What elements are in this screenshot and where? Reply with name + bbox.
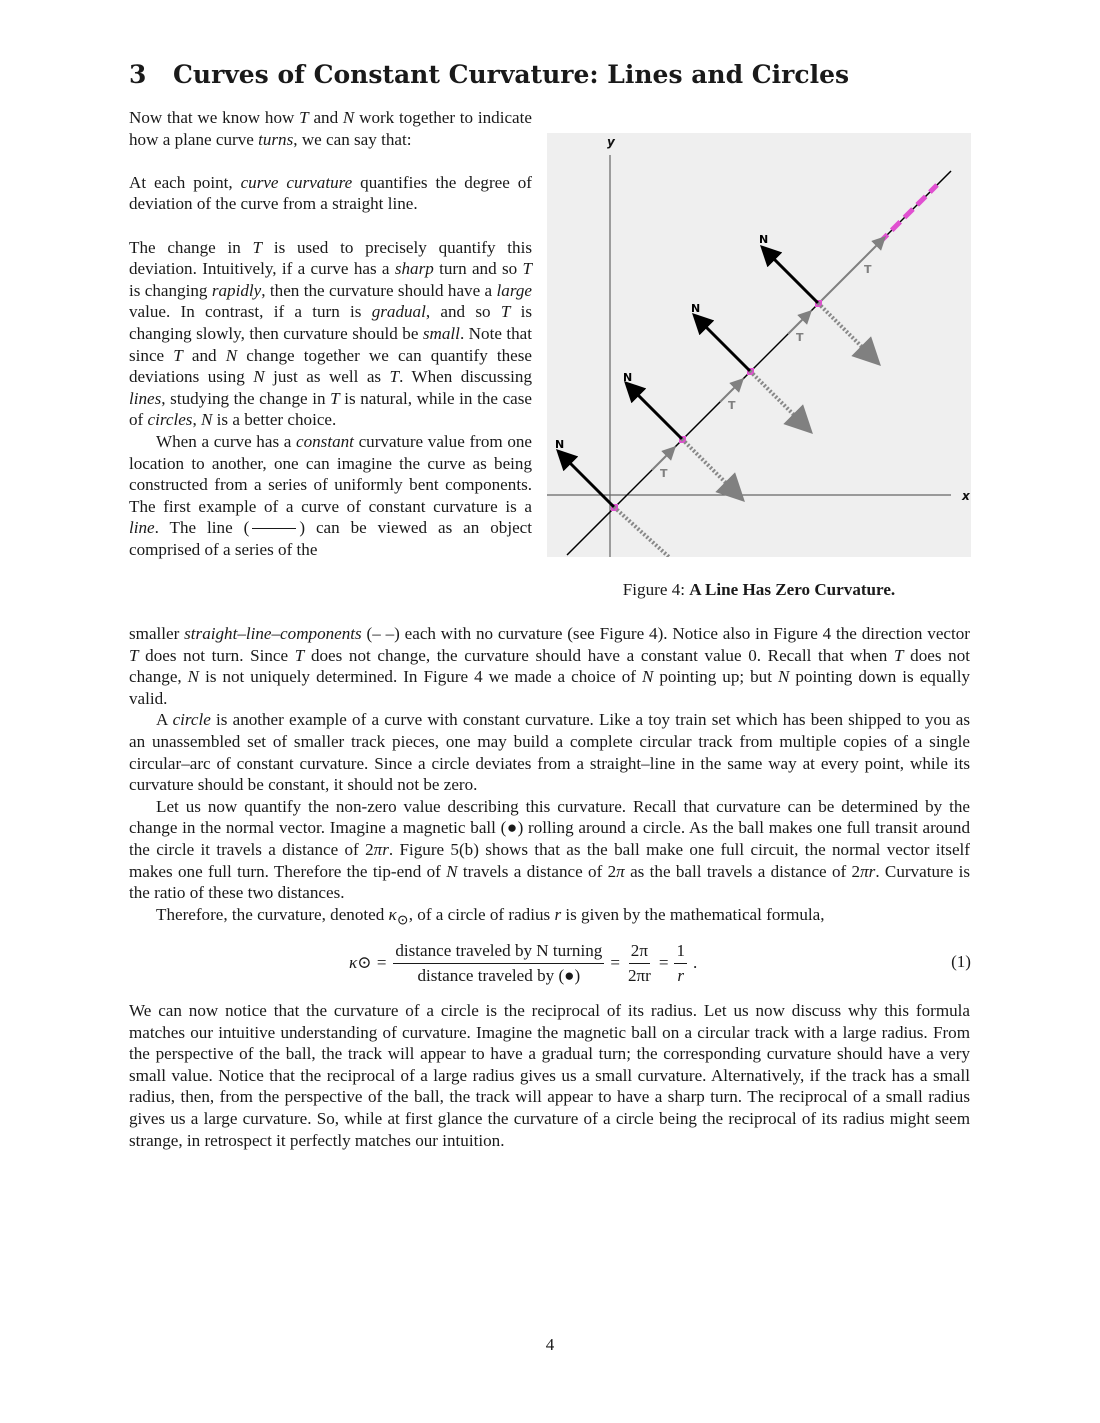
- circle-paragraph: A circle is another example of a curve with constant curvature. Like a toy train set which has been shipped to you as an unassembled set of smaller track pieces, one may build a complete circular track from multiple copies of a single circular–arc of constant curvature. Since a circle deviates from a straight–line in the same way at every point, while its curvature should be constant, it should not be zero.: [129, 710, 970, 795]
- label-t-1: T: [660, 467, 668, 480]
- line-symbol: [252, 528, 296, 529]
- label-n-4: N: [759, 233, 769, 246]
- label-n-2: N: [623, 371, 633, 384]
- equation-number: (1): [951, 952, 971, 971]
- equation-fraction-2: [626, 941, 653, 986]
- label-t-4: T: [864, 263, 872, 276]
- reciprocal-text: We can now notice that the curvature of a circle is the reciprocal of its radius. Let us now discuss why this formula matches our intuitive understanding of curvature. Imagine the magnetic ball on a circular track with a large radius. From the perspective of the ball, the track will appear to have a gradual turn; the corresponding curvature should have a very small value. Notice that the reciprocal of a large radius gives us a small curvature. Alternatively, if the track has a small radius, then, from the perspective of the ball, the track will appear to have a sharp turn. The reciprocal of a small radius gives us a large curvature. So, while at first glance the curvature of a circle being the reciprocal of its radius might seem strange, in retrospect it perfectly matches our intuition.: [129, 1001, 970, 1150]
- intro-paragraph: Now that we know how T and N work together to indicate how a plane curve turns, we can say that:: [129, 108, 532, 149]
- denominator-1: distance traveled by (●): [417, 965, 581, 985]
- curvature-equation: [129, 936, 971, 990]
- equation-lhs: κ⊙ =: [349, 953, 388, 972]
- section-heading: [129, 60, 849, 89]
- equation-fraction-3: [674, 941, 687, 986]
- curvature-definition: At each point, curve curvature quantifies the degree of deviation of the curve from a straight line.: [129, 172, 532, 214]
- label-n-1: N: [555, 438, 565, 451]
- x-axis-label: x: [962, 489, 970, 503]
- page-number: 4: [545, 1335, 555, 1354]
- equation-fraction-1: [393, 941, 604, 986]
- equals-3: =: [658, 953, 669, 972]
- constant-curvature-paragraph: When a curve has a constant curvature value from one location to another, one can imagine the curve as being constructed from a series of uniformly bent components. The first example of a curve of constant curvature is a line. The line ( ) can be viewed as an object comprised of a series of the: [129, 431, 532, 559]
- line-paragraph-continued: smaller straight–line–components (– –) each with no curvature (see Figure 4). Notice also in Figure 4 the direction vector T does not turn. Since T does not change, the curvature should have a constant value 0. Recall that when T does not change, N is not uniquely determined. In Figure 4 we made a choice of N pointing up; but N pointing down is equally valid. A circle is another example of a curve with constant curvature. Like a toy train set which has been shipped to you as an unassembled set of smaller track pieces, one may build a complete circular track from multiple copies of a single circular–arc of constant curvature. Since a circle deviates from a straight–line in the same way at every point, while its curvature should be constant, it should not be zero. Let us now quantify the non-zero value describing this curvature. Recall that curvature can be determined by the change in the normal vector. Imagine a magnetic ball (●) rolling around a circle. As the ball makes one full transit around the circle it travels a distance of 2πr. Figure 5(b) shows that as the ball make one full circuit, the normal vector itself makes one full turn. Therefore the tip-end of N travels a distance of 2π as the ball travels a distance of 2πr. Curvature is the ratio of these two distances. Therefore, the curvature, denoted $\kappa_⊙$, of a circle of radius r is given by the mathematical formula,: [129, 623, 970, 932]
- caption-prefix: Figure 4:: [622, 580, 685, 599]
- numerator-3: 1: [674, 941, 687, 964]
- y-axis-label: y: [607, 135, 615, 149]
- numerator-1: distance traveled by N turning: [393, 941, 604, 964]
- denominator-3: r: [677, 965, 685, 985]
- section-title: Curves of Constant Curvature: Lines and Circles: [173, 60, 850, 89]
- label-t-3: T: [796, 331, 804, 344]
- section-number: 3: [129, 60, 147, 89]
- equals-2: =: [610, 953, 620, 972]
- caption-title: A Line Has Zero Curvature.: [689, 580, 896, 599]
- equation-period: .: [693, 953, 698, 972]
- figure-line-zero-curvature: [547, 133, 971, 557]
- denominator-2: 2πr: [627, 965, 651, 985]
- quantify-paragraph: Let us now quantify the non-zero value describing this curvature. Recall that curvature can be determined by the change in the normal vector. Imagine a magnetic ball (●) rolling around a circle. As the ball makes one full transit around the circle it travels a distance of 2πr. Figure 5(b) shows that as the ball make one full circuit, the normal vector itself makes one full turn. Therefore the tip-end of N travels a distance of 2π as the ball travels a distance of 2πr. Curvature is the ratio of these two distances.: [129, 796, 970, 903]
- formula-intro: Therefore, the curvature, denoted $\kappa_⊙$, of a circle of radius r is given by the mathematical formula,: [156, 904, 825, 929]
- numerator-2: 2π: [629, 941, 650, 964]
- figure-caption: [547, 580, 971, 600]
- label-t-2: T: [728, 399, 736, 412]
- label-n-3: N: [691, 302, 701, 315]
- left-column: [129, 107, 532, 560]
- reciprocal-paragraph: [129, 1000, 970, 1151]
- change-in-t-paragraph: The change in T is used to precisely quantify this deviation. Intuitively, if a curve has a sharp turn and so T is changing rapidly, then the curvature should have a large value. In contrast, if a turn is gradual, and so T is changing slowly, then curvature should be small. Note that since T and N change together we can quantify these deviations using N just as well as T. When discussing lines, studying the change in T is natural, while in the case of circles, N is a better choice.: [129, 237, 533, 430]
